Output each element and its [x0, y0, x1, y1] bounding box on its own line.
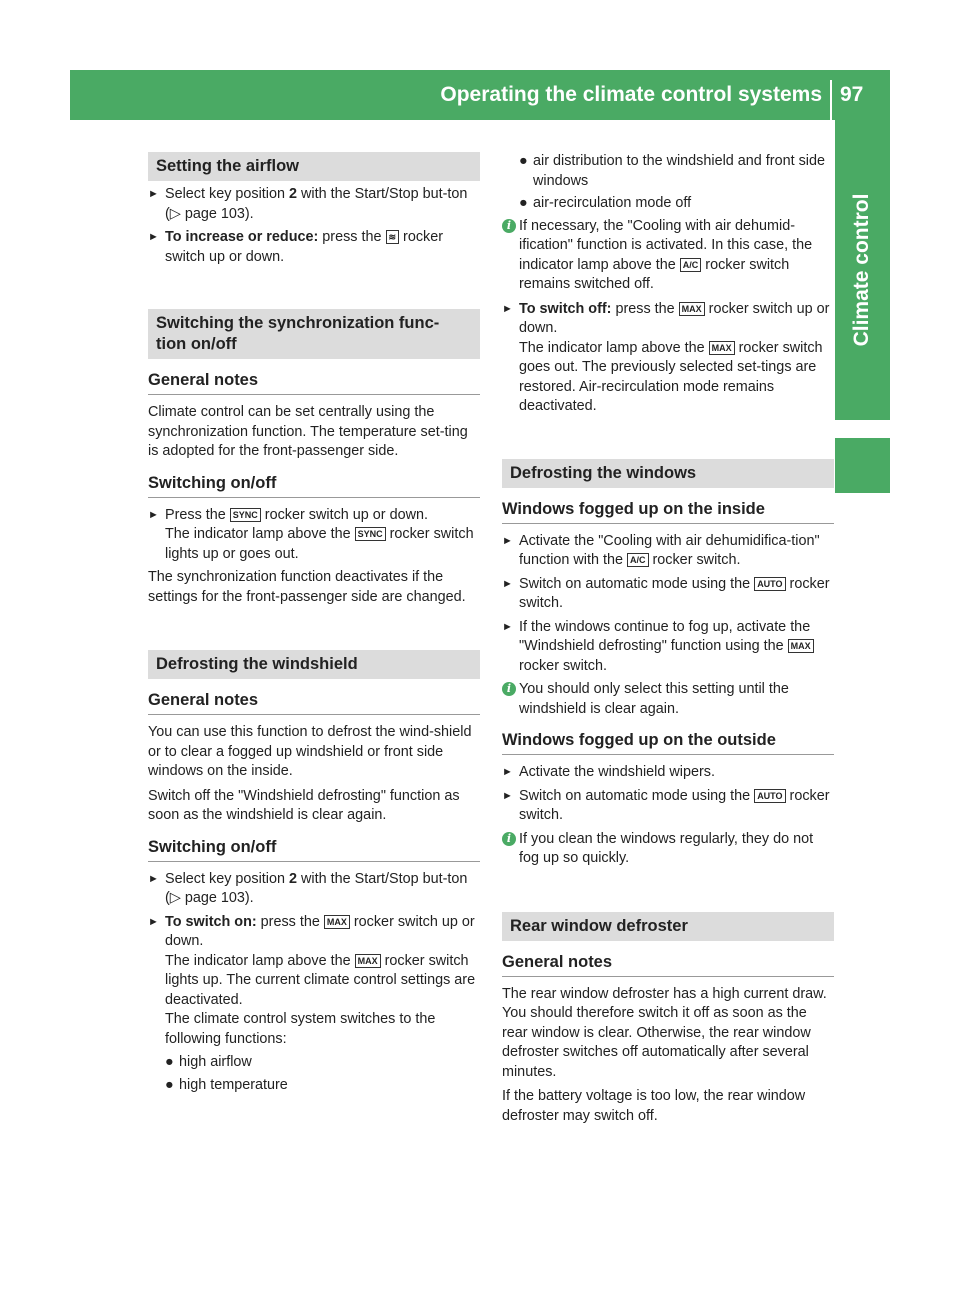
section-heading: Defrosting the windows: [502, 459, 834, 488]
max-defrost-key-icon: MAX: [679, 302, 705, 316]
step-arrow-icon: ►: [502, 302, 513, 315]
info-note: i You should only select this setting until the windshield is clear again.: [502, 680, 834, 719]
info-note: i If necessary, the "Cooling with air dehumid-ification" function is activated. In this case, the indicator lamp above the A/C rocker switch remains switched off.: [502, 217, 834, 295]
bullet-icon: ●: [519, 195, 528, 211]
step: ► Activate the "Cooling with air dehumidifica-tion" function with the A/C rocker switch.: [502, 532, 820, 568]
list-item: ● air distribution to the windshield and front side windows: [519, 153, 825, 189]
auto-key-icon: AUTO: [754, 789, 785, 803]
auto-key-icon: AUTO: [754, 577, 785, 591]
subheading: General notes: [148, 689, 480, 715]
step: ► Activate the windshield wipers.: [502, 763, 834, 783]
paragraph: If the battery voltage is too low, the rear window defroster may switch off.: [502, 1088, 806, 1124]
side-marker: [835, 438, 890, 493]
subheading: General notes: [148, 369, 480, 395]
info-note: i If you clean the windows regularly, they do not fog up so quickly.: [502, 830, 834, 869]
step: ► Press the SYNC rocker switch up or down. The indicator lamp above the SYNC rocker switch lights up or goes out.: [148, 506, 474, 562]
subheading: General notes: [502, 951, 834, 977]
paragraph: The rear window defroster has a high current draw. You should therefore switch it off as soon as the rear window is clear. Otherwise, the rear window defroster switches off automatically after several minutes.: [502, 985, 827, 1080]
info-icon: i: [502, 682, 516, 696]
paragraph: You can use this function to defrost the wind-shield or to clear a fogged up windshield or front side windows on the inside.: [148, 724, 472, 779]
paragraph: Climate control can be set centrally using the synchronization function. The temperature set-ting is adopted for the front-passenger side.: [148, 404, 468, 459]
step: ► To switch on: press the MAX rocker switch up or down. The indicator lamp above the MAX rocker switch lights up. The current climate control settings are deactivated. The climate control system switches to the following functions:: [148, 913, 476, 1047]
step-arrow-icon: ►: [148, 231, 159, 243]
step: ► To increase or reduce: press the ≋ rocker switch up or down.: [148, 229, 444, 265]
subheading: Switching on/off: [148, 836, 480, 862]
step-arrow-icon: ►: [502, 789, 513, 802]
paragraph: The synchronization function deactivates if the settings for the front-passenger side are changed.: [148, 569, 466, 605]
paragraph: Switch off the "Windshield defrosting" function as soon as the windshield is clear again.: [148, 787, 460, 823]
list-item: ● high airflow: [148, 1053, 480, 1073]
step: ► To switch off: press the MAX rocker switch up or down. The indicator lamp above the MAX rocker switch goes out. The previously selected set-tings are restored. Air-recirculation mode remains deactivated.: [502, 300, 830, 414]
step-arrow-icon: ►: [502, 766, 513, 778]
section-heading: Defrosting the windshield: [148, 650, 480, 679]
page-ref-icon: ▷: [169, 205, 181, 222]
step-arrow-icon: ►: [148, 872, 159, 885]
section-heading: Setting the airflow: [148, 152, 480, 181]
page-ref-icon: ▷: [169, 890, 181, 906]
list-item: ● air-recirculation mode off: [502, 194, 834, 214]
bullet-icon: ●: [519, 153, 528, 169]
info-icon: i: [502, 219, 516, 233]
step-arrow-icon: ►: [502, 534, 513, 547]
step-arrow-icon: ►: [148, 188, 159, 200]
ac-key-icon: A/C: [627, 553, 649, 567]
step: ► If the windows continue to fog up, activate the "Windshield defrosting" function using the MAX rocker switch.: [502, 618, 834, 677]
sync-key-icon: SYNC: [230, 508, 261, 522]
section-heading: Switching the synchronization func- tion on/off: [148, 309, 480, 359]
step: ► Select key position 2 with the Start/Stop but-ton (▷ page 103).: [148, 870, 468, 906]
section-heading: Rear window defroster: [502, 912, 834, 941]
max-defrost-key-icon: MAX: [788, 639, 814, 653]
step-arrow-icon: ►: [148, 915, 159, 928]
left-column: [148, 152, 480, 1098]
page-number: 97: [840, 83, 864, 106]
subheading: Switching on/off: [148, 472, 480, 498]
right-column: [502, 152, 834, 1131]
sync-key-icon: SYNC: [355, 527, 386, 541]
subheading: Windows fogged up on the outside: [502, 729, 834, 755]
step: ► Switch on automatic mode using the AUTO rocker switch.: [502, 787, 830, 823]
max-defrost-key-icon: MAX: [355, 954, 381, 968]
list-item: ● high temperature: [148, 1076, 480, 1096]
step-arrow-icon: ►: [502, 620, 513, 633]
step: ► Select key position 2 with the Start/Stop but-ton (▷ page 103).: [148, 186, 468, 222]
header-divider: [830, 80, 832, 120]
header-bar: [70, 70, 890, 120]
step-arrow-icon: ►: [502, 577, 513, 590]
ac-key-icon: A/C: [680, 258, 702, 272]
side-tab-label: Climate control: [850, 193, 873, 347]
step: ► Switch on automatic mode using the AUTO rocker switch.: [502, 575, 830, 611]
max-defrost-key-icon: MAX: [324, 915, 350, 929]
page-title: Operating the climate control systems: [440, 83, 822, 106]
subheading: Windows fogged up on the inside: [502, 498, 834, 524]
bullet-icon: ●: [165, 1076, 174, 1093]
airflow-key-icon: ≋: [386, 230, 400, 244]
max-defrost-key-icon: MAX: [709, 341, 735, 355]
step-arrow-icon: ►: [148, 508, 159, 521]
bullet-icon: ●: [165, 1054, 174, 1070]
info-icon: i: [502, 832, 516, 846]
